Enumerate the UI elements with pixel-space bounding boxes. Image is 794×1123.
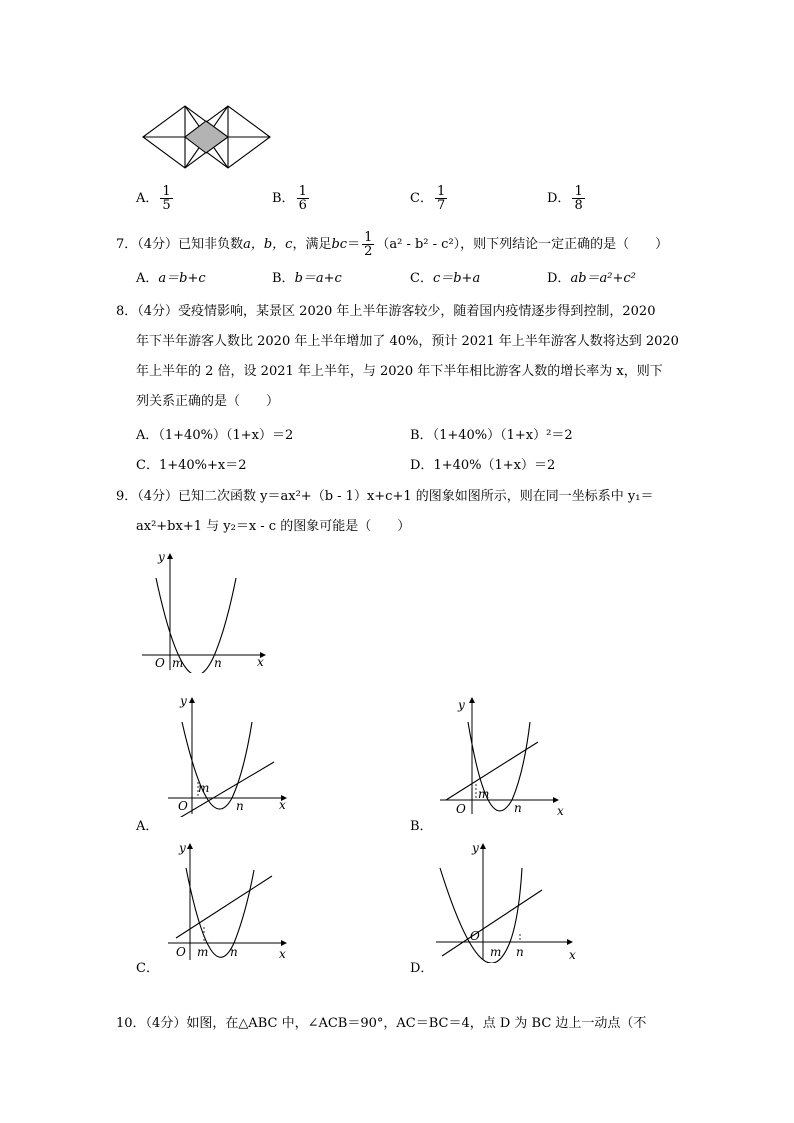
q8-option-d: D．1+40%（1+x）＝2 [410, 458, 556, 473]
q7-option-c: C．c＝b+a [410, 271, 481, 286]
q10-line-1: 10．（4分）如图，在△ABC 中，∠ACB＝90°，AC＝BC＝4，点 D 为 BC 边上一动点（不 [116, 1016, 647, 1031]
axis-label-x: x [257, 655, 264, 669]
svg-text:x: x [279, 798, 286, 812]
q8-line-3: 年上半年的 2 倍，设 2021 年上半年，与 2020 年下半年相比游客人数的增长率为 x，则下 [136, 364, 663, 379]
svg-text:m: m [197, 945, 209, 959]
q6-figure [140, 104, 275, 172]
q6-option-c: C． $\frac{1}{7}$ [410, 184, 446, 213]
svg-text:m: m [478, 787, 490, 801]
q9-option-d-letter: D． [410, 961, 434, 976]
q9-option-b-letter: B． [410, 819, 433, 834]
q9-line-2: ax²+bx+1 与 y₂＝x - c 的图象可能是（ ） [136, 519, 411, 534]
q6-option-d: D． $\frac{1}{8}$ [547, 184, 583, 213]
q6-option-b: B． $\frac{1}{6}$ [272, 184, 307, 213]
q9-option-c-letter: C． [136, 961, 159, 976]
root-m-label: m [172, 656, 184, 670]
svg-text:y: y [180, 694, 187, 708]
q7-option-a: A．a＝b+c [136, 271, 206, 286]
q9-option-d-graph [434, 838, 579, 963]
svg-text:O: O [456, 802, 466, 816]
svg-text:m: m [198, 781, 210, 795]
origin-label: O [155, 656, 165, 670]
svg-text:x: x [557, 804, 564, 817]
svg-text:x: x [279, 947, 286, 961]
q9-option-a-graph [166, 692, 296, 817]
root-n-label: n [214, 656, 222, 670]
shaded-region [185, 121, 228, 153]
svg-text:y: y [179, 841, 186, 855]
q8-option-c: C．1+40%+x＝2 [136, 458, 247, 473]
svg-text:n: n [514, 801, 522, 815]
svg-text:O: O [176, 945, 186, 959]
svg-text:n: n [516, 945, 524, 959]
q7-option-d: D．ab＝a²+c² [547, 271, 636, 286]
q8-line-2: 年下半年游客人数比 2020 年上半年增加了 40%，预计 2021 年上半年游客人数将达到 2020 [136, 334, 679, 349]
svg-text:y: y [472, 841, 479, 855]
q6-option-a: A． $\frac{1}{5}$ [136, 184, 171, 213]
svg-text:m: m [490, 945, 502, 959]
axis-label-y: y [158, 550, 165, 564]
q9-option-b-graph [438, 692, 568, 817]
q8-line-1: 8．（4分）受疫情影响，某景区 2020 年上半年游客较少，随着国内疫情逐步得到控制，2020 [116, 304, 656, 319]
q8-option-b: B．（1+40%）（1+x）²＝2 [410, 428, 573, 443]
q9-given-graph [140, 548, 275, 673]
svg-text:x: x [569, 948, 576, 962]
svg-text:O: O [470, 929, 480, 943]
q9-option-c-graph [166, 838, 296, 963]
q7-option-b: B．b＝a+c [272, 271, 342, 286]
svg-text:O: O [178, 799, 188, 813]
svg-text:n: n [230, 945, 238, 959]
q8-line-4: 列关系正确的是（ ） [136, 394, 280, 409]
q8-option-a: A．（1+40%）（1+x）＝2 [136, 428, 294, 443]
q9-option-a-letter: A． [136, 819, 159, 834]
svg-text:n: n [236, 799, 244, 813]
q9-line-1: 9．（4分）已知二次函数 y＝ax²+（b - 1）x+c+1 的图象如图所示，则在同一坐标系中 y₁＝ [116, 489, 654, 504]
svg-text:y: y [458, 698, 465, 712]
q7-stem: 7．（4分）已知非负数a，b，c，满足bc＝ $\frac{1}{2}$ （a² - b² - c²），则下列结论一定正确的是（ ） [116, 230, 669, 259]
